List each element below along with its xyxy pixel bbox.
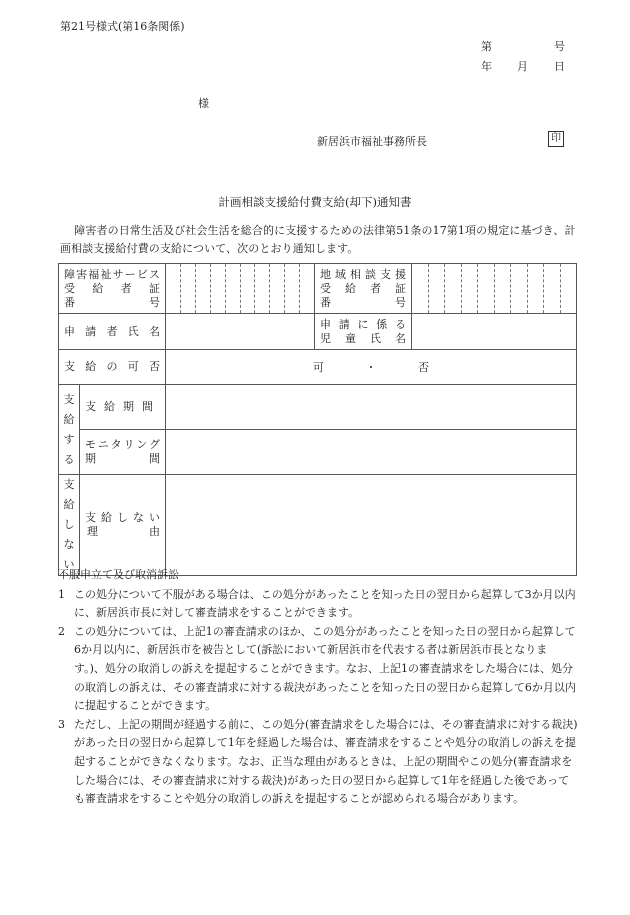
choice-separator: ・ — [365, 361, 377, 374]
notice-table — [58, 263, 577, 576]
child-name-label: 申請に係る 児 童 氏 名 — [315, 314, 412, 350]
digit-box[interactable] — [494, 264, 511, 313]
digit-box[interactable] — [412, 264, 428, 313]
document-number — [481, 38, 565, 54]
document-date — [481, 58, 565, 74]
digit-box[interactable] — [527, 264, 544, 313]
digit-box[interactable] — [225, 264, 240, 313]
reason-label: 支給しない 理 由 — [80, 475, 166, 576]
digit-box[interactable] — [299, 264, 314, 313]
appeal-item: 2 この処分については、上記1の審査請求のほか、この処分があったことを知った日の翌日から起算して6か月以内に、新居浜市を被告として(訴訟において新居浜市を代表する者は新居浜市長となります。)、処分の取消しの訴えを提起することができます。なお、上記1の審査請求をした場合には、処分の取消しの訴えは、その審査請求に対する裁決があったことを知った日の翌日から起算して6か月以内に提起することができます。 — [58, 624, 576, 713]
certificate-number-label: 障害福祉サービス 受 給 者 証 番 号 — [59, 264, 166, 314]
official-seal: 印 — [548, 131, 564, 147]
digit-box[interactable] — [510, 264, 527, 313]
digit-box[interactable] — [269, 264, 284, 313]
choice-yes[interactable]: 可 — [313, 361, 324, 374]
issuer-name: 新居浜市福祉事務所長 — [317, 135, 427, 148]
addressee-honorific: 様 — [198, 97, 209, 110]
digit-box[interactable] — [166, 264, 180, 313]
appeal-section — [58, 566, 578, 809]
period-label: 支給期間 — [80, 385, 166, 430]
digit-box[interactable] — [477, 264, 494, 313]
vertical-label-char: 給 — [63, 412, 75, 426]
consultation-number-label: 地域相談支援 受 給 者 証 番 号 — [315, 264, 412, 314]
applicant-name-label: 申請者氏名 — [59, 314, 166, 350]
vertical-label-char: い — [63, 558, 75, 571]
digit-box[interactable] — [444, 264, 461, 313]
digit-box[interactable] — [560, 264, 577, 313]
child-name-field[interactable] — [412, 314, 577, 350]
digit-box[interactable] — [240, 264, 255, 313]
date-month: 月 — [517, 60, 528, 73]
consultation-number-boxes[interactable] — [412, 264, 577, 314]
vertical-label-char: す — [63, 432, 75, 446]
decision-label: 支給の可否 — [59, 350, 166, 385]
appeal-item: 3 ただし、上記の期間が経過する前に、この処分(審査請求をした場合には、その審査請求に対する裁決)があった日の翌日から起算して1年を経過した場合は、審査請求をすることや処分の取消しの訴えを提起することができなくなります。なお、正当な理由があるときは、上記の期間やこの処分(審査請求をした場合には、その審査請求に対する裁決)があった日の翌日から起算して1年を経過した後であっても審査請求をすることや処分の取消しの訴えを提起することが認められる場合があります。 — [58, 717, 578, 806]
digit-box[interactable] — [428, 264, 445, 313]
vertical-label-char: 支 — [63, 392, 75, 406]
date-year: 年 — [481, 60, 492, 73]
vertical-label-char: 支 — [63, 478, 75, 491]
certificate-number-boxes[interactable] — [166, 264, 315, 314]
form-number: 第21号様式(第16条関係) — [60, 20, 185, 33]
vertical-label-char: る — [63, 452, 75, 466]
vertical-label-char: な — [63, 538, 75, 551]
digit-box[interactable] — [195, 264, 210, 313]
grant-group-label — [59, 385, 80, 475]
digit-box[interactable] — [284, 264, 299, 313]
digit-box[interactable] — [461, 264, 478, 313]
monitoring-period-field[interactable] — [166, 430, 577, 475]
date-day: 日 — [554, 60, 565, 73]
appeal-heading: 不服申立て及び取消訴訟 — [58, 568, 179, 581]
digit-box[interactable] — [180, 264, 195, 313]
vertical-label-char: 給 — [63, 498, 75, 511]
digit-box[interactable] — [254, 264, 269, 313]
document-title: 計画相談支援給付費支給(却下)通知書 — [218, 195, 412, 209]
digit-box[interactable] — [543, 264, 560, 313]
monitoring-period-label: モニタリング 期 間 — [80, 430, 166, 475]
appeal-item: 1 この処分について不服がある場合は、この処分があったことを知った日の翌日から起算して3か月以内に、新居浜市長に対して審査請求をすることができます。 — [58, 587, 576, 620]
choice-no[interactable]: 否 — [418, 361, 429, 374]
decision-choice[interactable] — [166, 350, 577, 385]
vertical-label-char: し — [63, 518, 75, 531]
deny-group-label — [59, 475, 80, 576]
reason-field[interactable] — [166, 475, 577, 576]
period-field[interactable] — [166, 385, 577, 430]
digit-box[interactable] — [210, 264, 225, 313]
intro-paragraph: 障害者の日常生活及び社会生活を総合的に支援するための法律第51条の17第1項の規定に基づき、計画相談支援給付費の支給について、次のとおり通知します。 — [60, 224, 576, 255]
doc-no-prefix: 第 — [481, 40, 492, 53]
doc-no-suffix: 号 — [554, 40, 565, 53]
applicant-name-field[interactable] — [166, 314, 315, 350]
